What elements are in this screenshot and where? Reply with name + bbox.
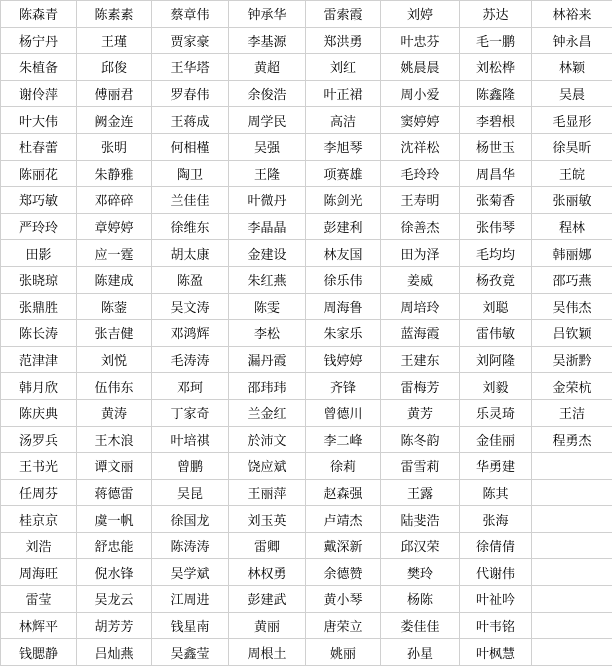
grid-cell[interactable]: 陈庆典 bbox=[1, 399, 77, 426]
grid-cell[interactable]: 王皖 bbox=[532, 160, 612, 187]
grid-cell[interactable] bbox=[532, 612, 612, 639]
grid-cell[interactable]: 吕钦颖 bbox=[532, 320, 612, 347]
grid-cell[interactable] bbox=[532, 586, 612, 613]
grid-cell[interactable]: 田为泽 bbox=[381, 240, 460, 267]
grid-cell[interactable]: 邱汉荣 bbox=[381, 532, 460, 559]
table-row bbox=[1, 293, 612, 320]
grid-cell[interactable]: 毛显形 bbox=[532, 107, 612, 134]
grid-cell[interactable]: 徐昊昕 bbox=[532, 133, 612, 160]
grid-cell[interactable]: 於沛文 bbox=[229, 426, 306, 453]
table-row bbox=[1, 107, 612, 134]
grid-cell[interactable]: 吴龙云 bbox=[77, 586, 152, 613]
grid-cell[interactable]: 雷雪莉 bbox=[381, 453, 460, 480]
grid-cell[interactable]: 邓鸿辉 bbox=[152, 320, 229, 347]
grid-cell[interactable] bbox=[532, 532, 612, 559]
grid-cell[interactable]: 王木浪 bbox=[77, 426, 152, 453]
grid-cell[interactable]: 桂京京 bbox=[1, 506, 77, 533]
grid-cell[interactable]: 周海旺 bbox=[1, 559, 77, 586]
grid-cell[interactable]: 陈涛涛 bbox=[152, 532, 229, 559]
table-row bbox=[1, 27, 612, 54]
grid-cell[interactable]: 蓝海霞 bbox=[381, 320, 460, 347]
grid-cell[interactable]: 王露 bbox=[381, 479, 460, 506]
grid-cell[interactable]: 戴深新 bbox=[306, 532, 381, 559]
table-row bbox=[1, 1, 612, 28]
grid-cell[interactable]: 李松 bbox=[229, 320, 306, 347]
grid-cell[interactable]: 雷莹 bbox=[1, 586, 77, 613]
grid-cell[interactable]: 陈森青 bbox=[1, 1, 77, 28]
grid-cell[interactable]: 叶祉吟 bbox=[460, 586, 532, 613]
grid-cell[interactable]: 汤罗兵 bbox=[1, 426, 77, 453]
grid-cell[interactable]: 胡芳芳 bbox=[77, 612, 152, 639]
grid-cell[interactable]: 谭文丽 bbox=[77, 453, 152, 480]
grid-cell[interactable]: 姜威 bbox=[381, 266, 460, 293]
grid-cell[interactable]: 程林 bbox=[532, 213, 612, 240]
grid-cell[interactable]: 李碧根 bbox=[460, 107, 532, 134]
grid-cell[interactable]: 陶卫 bbox=[152, 160, 229, 187]
grid-cell[interactable]: 毛一鹏 bbox=[460, 27, 532, 54]
grid-cell[interactable]: 邓碎碎 bbox=[77, 187, 152, 214]
grid-cell[interactable]: 金荣杭 bbox=[532, 373, 612, 400]
grid-cell[interactable]: 胡太康 bbox=[152, 240, 229, 267]
grid-cell[interactable]: 吴晨 bbox=[532, 80, 612, 107]
grid-cell[interactable]: 陈雯 bbox=[229, 293, 306, 320]
grid-cell[interactable]: 黄超 bbox=[229, 54, 306, 81]
grid-cell[interactable]: 杨宁丹 bbox=[1, 27, 77, 54]
grid-cell[interactable]: 李旭琴 bbox=[306, 133, 381, 160]
grid-cell[interactable]: 刘阿隆 bbox=[460, 346, 532, 373]
table-row bbox=[1, 213, 612, 240]
grid-cell[interactable]: 毛涛涛 bbox=[152, 346, 229, 373]
grid-cell[interactable]: 程勇杰 bbox=[532, 426, 612, 453]
grid-cell[interactable] bbox=[532, 479, 612, 506]
grid-cell[interactable]: 陈冬韵 bbox=[381, 426, 460, 453]
grid-cell[interactable]: 范津津 bbox=[1, 346, 77, 373]
grid-cell[interactable]: 傅丽君 bbox=[77, 80, 152, 107]
grid-cell[interactable]: 饶应斌 bbox=[229, 453, 306, 480]
grid-cell[interactable]: 邵玮玮 bbox=[229, 373, 306, 400]
grid-cell[interactable]: 周学民 bbox=[229, 107, 306, 134]
grid-cell[interactable]: 郑巧敏 bbox=[1, 187, 77, 214]
grid-cell[interactable]: 虞一帆 bbox=[77, 506, 152, 533]
grid-cell[interactable]: 姚丽 bbox=[306, 639, 381, 666]
grid-cell[interactable]: 黄丽 bbox=[229, 612, 306, 639]
grid-cell[interactable]: 张吉健 bbox=[77, 320, 152, 347]
table-row bbox=[1, 187, 612, 214]
grid-cell[interactable]: 张菊香 bbox=[460, 187, 532, 214]
grid-cell[interactable]: 阙金连 bbox=[77, 107, 152, 134]
grid-cell[interactable]: 雷梅芳 bbox=[381, 373, 460, 400]
grid-cell[interactable]: 唐荣立 bbox=[306, 612, 381, 639]
grid-cell[interactable]: 吴浙黔 bbox=[532, 346, 612, 373]
grid-cell[interactable]: 王洁 bbox=[532, 399, 612, 426]
grid-cell[interactable]: 朱家乐 bbox=[306, 320, 381, 347]
table-row bbox=[1, 373, 612, 400]
grid-cell[interactable]: 蒋德雷 bbox=[77, 479, 152, 506]
grid-cell[interactable]: 项赛雄 bbox=[306, 160, 381, 187]
grid-cell[interactable]: 王隆 bbox=[229, 160, 306, 187]
grid-cell[interactable]: 倪水锋 bbox=[77, 559, 152, 586]
grid-cell[interactable]: 张晓琼 bbox=[1, 266, 77, 293]
grid-cell[interactable]: 黄小琴 bbox=[306, 586, 381, 613]
grid-cell[interactable]: 何相槿 bbox=[152, 133, 229, 160]
grid-cell[interactable]: 林辉平 bbox=[1, 612, 77, 639]
grid-cell[interactable] bbox=[532, 453, 612, 480]
grid-cell[interactable]: 陈鑫隆 bbox=[460, 80, 532, 107]
grid-cell[interactable]: 代谢伟 bbox=[460, 559, 532, 586]
grid-cell[interactable]: 林裕来 bbox=[532, 1, 612, 28]
grid-cell[interactable]: 曾鹏 bbox=[152, 453, 229, 480]
grid-cell[interactable]: 田影 bbox=[1, 240, 77, 267]
grid-cell[interactable]: 钟永昌 bbox=[532, 27, 612, 54]
grid-cell[interactable]: 刘婷 bbox=[381, 1, 460, 28]
grid-cell[interactable]: 邓珂 bbox=[152, 373, 229, 400]
grid-cell[interactable]: 邵巧燕 bbox=[532, 266, 612, 293]
grid-cell[interactable]: 叶培祺 bbox=[152, 426, 229, 453]
grid-cell[interactable]: 陈盈 bbox=[152, 266, 229, 293]
grid-cell[interactable]: 叶韦铭 bbox=[460, 612, 532, 639]
grid-cell[interactable]: 叶大伟 bbox=[1, 107, 77, 134]
grid-cell[interactable]: 毛均均 bbox=[460, 240, 532, 267]
grid-cell[interactable]: 孙星 bbox=[381, 639, 460, 666]
grid-cell[interactable]: 钟承华 bbox=[229, 1, 306, 28]
grid-cell[interactable]: 陈建成 bbox=[77, 266, 152, 293]
grid-cell[interactable]: 丁家奇 bbox=[152, 399, 229, 426]
grid-cell[interactable]: 雷卿 bbox=[229, 532, 306, 559]
grid-cell[interactable]: 乐灵琦 bbox=[460, 399, 532, 426]
grid-cell[interactable]: 周培玲 bbox=[381, 293, 460, 320]
grid-cell[interactable]: 叶正裙 bbox=[306, 80, 381, 107]
table-row bbox=[1, 479, 612, 506]
grid-cell[interactable]: 吴鑫莹 bbox=[152, 639, 229, 666]
grid-cell[interactable]: 吕灿燕 bbox=[77, 639, 152, 666]
table-row bbox=[1, 80, 612, 107]
table-row bbox=[1, 426, 612, 453]
grid-cell[interactable]: 吴伟杰 bbox=[532, 293, 612, 320]
grid-cell[interactable]: 王华塔 bbox=[152, 54, 229, 81]
grid-cell[interactable]: 叶微丹 bbox=[229, 187, 306, 214]
grid-cell[interactable]: 兰金红 bbox=[229, 399, 306, 426]
grid-cell[interactable]: 蔡章伟 bbox=[152, 1, 229, 28]
grid-cell[interactable]: 杨世玉 bbox=[460, 133, 532, 160]
table-row bbox=[1, 559, 612, 586]
table-row bbox=[1, 346, 612, 373]
grid-cell[interactable]: 徐维东 bbox=[152, 213, 229, 240]
grid-cell[interactable]: 钱星南 bbox=[152, 612, 229, 639]
grid-cell[interactable]: 高洁 bbox=[306, 107, 381, 134]
grid-cell[interactable]: 雷伟敏 bbox=[460, 320, 532, 347]
table-row bbox=[1, 612, 612, 639]
grid-cell[interactable]: 张海 bbox=[460, 506, 532, 533]
grid-cell[interactable]: 陆斐浩 bbox=[381, 506, 460, 533]
grid-cell[interactable]: 贾家豪 bbox=[152, 27, 229, 54]
grid-cell[interactable]: 刘浩 bbox=[1, 532, 77, 559]
grid-cell[interactable]: 赵森强 bbox=[306, 479, 381, 506]
grid-cell[interactable]: 林颖 bbox=[532, 54, 612, 81]
table-row bbox=[1, 453, 612, 480]
grid-cell[interactable]: 陈素素 bbox=[77, 1, 152, 28]
grid-cell[interactable]: 周小爱 bbox=[381, 80, 460, 107]
grid-cell[interactable]: 张伟琴 bbox=[460, 213, 532, 240]
grid-cell[interactable]: 金佳丽 bbox=[460, 426, 532, 453]
grid-cell[interactable]: 金建设 bbox=[229, 240, 306, 267]
table-row bbox=[1, 133, 612, 160]
grid-cell[interactable]: 陈剑光 bbox=[306, 187, 381, 214]
grid-cell[interactable]: 毛玲玲 bbox=[381, 160, 460, 187]
table-row bbox=[1, 54, 612, 81]
grid-cell[interactable]: 彭建利 bbox=[306, 213, 381, 240]
grid-cell[interactable]: 张鼎胜 bbox=[1, 293, 77, 320]
grid-cell[interactable]: 黄涛 bbox=[77, 399, 152, 426]
grid-cell[interactable]: 章婷婷 bbox=[77, 213, 152, 240]
grid-cell[interactable]: 徐乐伟 bbox=[306, 266, 381, 293]
grid-cell[interactable]: 王瑾 bbox=[77, 27, 152, 54]
grid-cell[interactable]: 刘毅 bbox=[460, 373, 532, 400]
grid-cell[interactable]: 王建东 bbox=[381, 346, 460, 373]
grid-cell[interactable]: 钱婷婷 bbox=[306, 346, 381, 373]
grid-cell[interactable]: 江周进 bbox=[152, 586, 229, 613]
grid-cell[interactable]: 娄佳佳 bbox=[381, 612, 460, 639]
grid-cell[interactable] bbox=[532, 559, 612, 586]
grid-cell[interactable] bbox=[532, 639, 612, 666]
grid-cell[interactable]: 徐善杰 bbox=[381, 213, 460, 240]
table-row bbox=[1, 266, 612, 293]
grid-cell[interactable]: 吴强 bbox=[229, 133, 306, 160]
grid-cell[interactable]: 张丽敏 bbox=[532, 187, 612, 214]
grid-cell[interactable]: 朱静雅 bbox=[77, 160, 152, 187]
grid-cell[interactable]: 窦婷婷 bbox=[381, 107, 460, 134]
grid-cell[interactable]: 钱腮静 bbox=[1, 639, 77, 666]
grid-cell[interactable]: 陈蓥 bbox=[77, 293, 152, 320]
grid-cell[interactable]: 朱植备 bbox=[1, 54, 77, 81]
grid-cell[interactable]: 彭建武 bbox=[229, 586, 306, 613]
grid-cell[interactable]: 雷索霞 bbox=[306, 1, 381, 28]
table-row bbox=[1, 320, 612, 347]
grid-cell[interactable]: 张明 bbox=[77, 133, 152, 160]
grid-cell[interactable]: 朱红燕 bbox=[229, 266, 306, 293]
grid-cell[interactable]: 杨孜竟 bbox=[460, 266, 532, 293]
grid-cell[interactable]: 曾德川 bbox=[306, 399, 381, 426]
grid-cell[interactable]: 王丽萍 bbox=[229, 479, 306, 506]
grid-cell[interactable]: 应一霆 bbox=[77, 240, 152, 267]
table-row bbox=[1, 532, 612, 559]
grid-cell[interactable]: 沈祥松 bbox=[381, 133, 460, 160]
grid-cell[interactable]: 苏达 bbox=[460, 1, 532, 28]
grid-cell[interactable]: 吴文涛 bbox=[152, 293, 229, 320]
grid-cell[interactable]: 叶忠芬 bbox=[381, 27, 460, 54]
grid-cell[interactable]: 李基源 bbox=[229, 27, 306, 54]
grid-cell[interactable]: 舒忠能 bbox=[77, 532, 152, 559]
grid-cell[interactable]: 徐国龙 bbox=[152, 506, 229, 533]
grid-cell[interactable]: 严玲玲 bbox=[1, 213, 77, 240]
grid-cell[interactable]: 余俊浩 bbox=[229, 80, 306, 107]
grid-cell[interactable]: 樊玲 bbox=[381, 559, 460, 586]
grid-cell[interactable]: 王蒋成 bbox=[152, 107, 229, 134]
grid-cell[interactable]: 叶枫慧 bbox=[460, 639, 532, 666]
grid-cell[interactable]: 刘红 bbox=[306, 54, 381, 81]
grid-cell[interactable]: 郑洪勇 bbox=[306, 27, 381, 54]
grid-cell[interactable]: 刘聪 bbox=[460, 293, 532, 320]
table-row bbox=[1, 160, 612, 187]
table-row bbox=[1, 639, 612, 666]
grid-cell[interactable]: 周昌华 bbox=[460, 160, 532, 187]
grid-cell[interactable]: 林友国 bbox=[306, 240, 381, 267]
grid-cell[interactable]: 黄芳 bbox=[381, 399, 460, 426]
grid-cell[interactable]: 王书光 bbox=[1, 453, 77, 480]
grid-cell[interactable]: 吴学斌 bbox=[152, 559, 229, 586]
grid-cell[interactable]: 刘松桦 bbox=[460, 54, 532, 81]
grid-cell[interactable]: 李晶晶 bbox=[229, 213, 306, 240]
table-row bbox=[1, 399, 612, 426]
grid-cell[interactable]: 华勇建 bbox=[460, 453, 532, 480]
grid-cell[interactable]: 陈其 bbox=[460, 479, 532, 506]
grid-cell[interactable]: 齐锋 bbox=[306, 373, 381, 400]
grid-cell[interactable]: 李二峰 bbox=[306, 426, 381, 453]
grid-cell[interactable]: 姚晨晨 bbox=[381, 54, 460, 81]
table-row bbox=[1, 506, 612, 533]
grid-cell[interactable]: 韩月欣 bbox=[1, 373, 77, 400]
grid-cell[interactable]: 刘悦 bbox=[77, 346, 152, 373]
grid-cell[interactable] bbox=[532, 506, 612, 533]
grid-cell[interactable]: 谢伶萍 bbox=[1, 80, 77, 107]
table-row bbox=[1, 586, 612, 613]
grid-cell[interactable]: 刘玉英 bbox=[229, 506, 306, 533]
grid-body bbox=[1, 1, 612, 666]
grid-cell[interactable]: 周海鲁 bbox=[306, 293, 381, 320]
grid-cell[interactable]: 陈丽花 bbox=[1, 160, 77, 187]
grid-cell[interactable]: 兰佳佳 bbox=[152, 187, 229, 214]
grid-cell[interactable]: 王寿明 bbox=[381, 187, 460, 214]
grid-cell[interactable]: 徐莉 bbox=[306, 453, 381, 480]
grid-cell[interactable]: 伍伟东 bbox=[77, 373, 152, 400]
grid-cell[interactable]: 韩丽娜 bbox=[532, 240, 612, 267]
grid-cell[interactable]: 余德赞 bbox=[306, 559, 381, 586]
grid-cell[interactable]: 吴昆 bbox=[152, 479, 229, 506]
grid-cell[interactable]: 漏丹霞 bbox=[229, 346, 306, 373]
table-row bbox=[1, 240, 612, 267]
grid-cell[interactable]: 邱俊 bbox=[77, 54, 152, 81]
grid-cell[interactable]: 周根土 bbox=[229, 639, 306, 666]
grid-cell[interactable]: 陈长涛 bbox=[1, 320, 77, 347]
grid-cell[interactable]: 杨陈 bbox=[381, 586, 460, 613]
grid-cell[interactable]: 杜春蕾 bbox=[1, 133, 77, 160]
grid-cell[interactable]: 徐倩倩 bbox=[460, 532, 532, 559]
grid-cell[interactable]: 卢靖杰 bbox=[306, 506, 381, 533]
grid-cell[interactable]: 任周芬 bbox=[1, 479, 77, 506]
grid-cell[interactable]: 罗春伟 bbox=[152, 80, 229, 107]
grid-cell[interactable]: 林权勇 bbox=[229, 559, 306, 586]
